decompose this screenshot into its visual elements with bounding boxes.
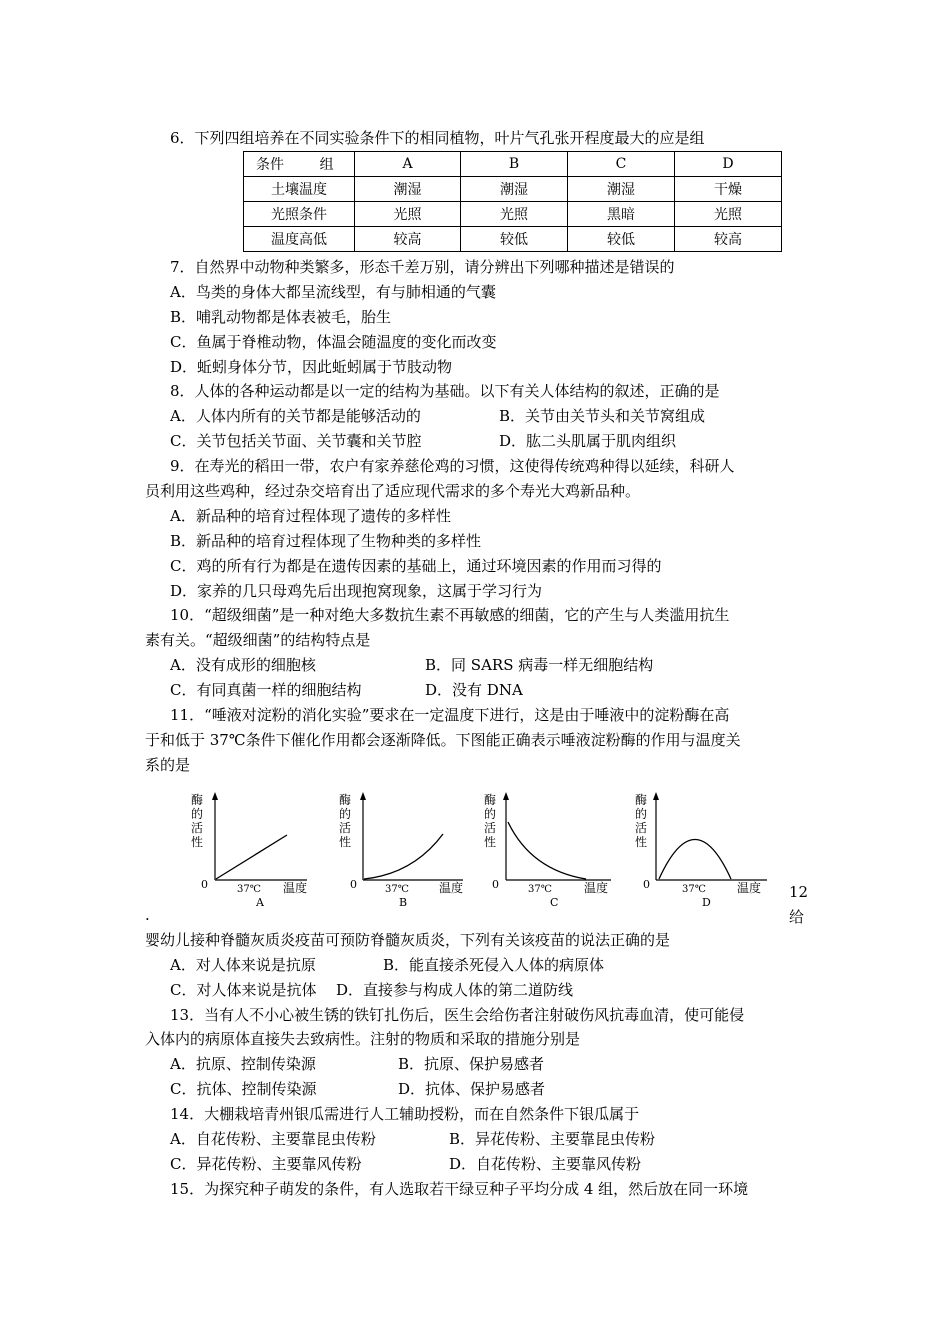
q14-option-c: C．异花传粉、主要靠风传粉 xyxy=(170,1155,362,1173)
svg-text:性: 性 xyxy=(191,835,204,849)
table-cell: 较低 xyxy=(461,227,568,252)
xlabel: 温度 xyxy=(737,881,762,895)
table-cell: 潮湿 xyxy=(568,177,675,202)
q9-stem-line2: 员利用这些鸡种，经过杂交培育出了适应现代需求的多个寿光大鸡新品种。 xyxy=(145,482,641,500)
ylabel xyxy=(191,792,203,849)
table-row xyxy=(244,177,782,202)
svg-text:酶: 酶 xyxy=(635,793,648,807)
q13-stem-line1: 13．当有人不小心被生锈的铁钉扎伤后，医生会给伤者注射破伤风抗毒血清，使可能侵 xyxy=(170,1006,745,1024)
tick-label: 37℃ xyxy=(528,884,552,895)
q10-stem-line2: 素有关。“超级细菌”的结构特点是 xyxy=(145,631,371,649)
svg-text:的: 的 xyxy=(339,807,352,821)
table-header-cell: A xyxy=(355,152,461,177)
graph-curve xyxy=(508,822,586,879)
table-cell: 潮湿 xyxy=(355,177,461,202)
graph-a xyxy=(185,790,315,910)
svg-text:性: 性 xyxy=(339,835,352,849)
origin-label: 0 xyxy=(492,878,499,891)
table-header-cell: C xyxy=(568,152,675,177)
q13-option-b: B．抗原、保护易感者 xyxy=(398,1055,545,1073)
q7-option-d: D．蚯蚓身体分节，因此蚯蚓属于节肢动物 xyxy=(170,358,453,376)
q8-option-c: C．关节包括关节面、关节囊和关节腔 xyxy=(170,432,422,450)
table-cell: 光照 xyxy=(355,202,461,227)
y-axis-arrow xyxy=(503,792,509,800)
y-axis-arrow xyxy=(653,792,659,800)
table-cell: 温度高低 xyxy=(244,227,355,252)
ylabel xyxy=(484,792,496,849)
svg-text:活: 活 xyxy=(484,821,497,835)
q10-option-a: A．没有成形的细胞核 xyxy=(170,656,316,674)
q13-option-d: D．抗体、保护易感者 xyxy=(398,1080,546,1098)
q14-stem: 14．大棚栽培青州银瓜需进行人工辅助授粉，而在自然条件下银瓜属于 xyxy=(170,1105,640,1123)
origin-label: 0 xyxy=(201,878,208,891)
graph-label: A xyxy=(256,896,264,909)
q14-option-b: B．异花传粉、主要靠昆虫传粉 xyxy=(449,1130,656,1148)
table-row xyxy=(244,227,782,252)
conditions-table xyxy=(243,151,782,252)
q7-option-c: C．鱼属于脊椎动物，体温会随温度的变化而改变 xyxy=(170,333,497,351)
graph-curve xyxy=(216,835,287,879)
svg-text:活: 活 xyxy=(191,821,204,835)
svg-text:活: 活 xyxy=(635,821,648,835)
q9-stem-line1: 9．在寿光的稻田一带，农户有家养慈伦鸡的习惯，这使得传统鸡种得以延续，科研人 xyxy=(170,457,735,475)
y-axis-arrow xyxy=(360,792,366,800)
q13-option-c: C．抗体、控制传染源 xyxy=(170,1080,317,1098)
svg-text:的: 的 xyxy=(635,807,648,821)
q9-option-c: C．鸡的所有行为都是在遗传因素的基础上，通过环境因素的作用而习得的 xyxy=(170,557,662,575)
table-cell: 较高 xyxy=(355,227,461,252)
table-cell: 土壤温度 xyxy=(244,177,355,202)
q10-option-c: C．有同真菌一样的细胞结构 xyxy=(170,681,362,699)
q12-number-dot: . xyxy=(145,906,150,924)
graph-label: B xyxy=(399,896,408,909)
table-header-cell: 条件 组 xyxy=(244,152,355,177)
q14-option-d: D．自花传粉、主要靠风传粉 xyxy=(449,1155,642,1173)
q11-stem-line1: 11．“唾液对淀粉的消化实验”要求在一定温度下进行，这是由于唾液中的淀粉酶在高 xyxy=(170,706,730,724)
table-cell: 潮湿 xyxy=(461,177,568,202)
q13-stem-line2: 入体内的病原体直接失去致病性。注射的物质和采取的措施分别是 xyxy=(145,1030,581,1048)
q8-option-d: D．肱二头肌属于肌肉组织 xyxy=(499,432,677,450)
graph-label: C xyxy=(550,896,559,909)
origin-label: 0 xyxy=(350,878,357,891)
q10-stem-line1: 10．“超级细菌”是一种对绝大多数抗生素不再敏感的细菌，它的产生与人类滥用抗生 xyxy=(170,606,730,624)
q12-option-c: C．对人体来说是抗体 xyxy=(170,981,317,999)
q12-stem-line2: 婴幼儿接种脊髓灰质炎疫苗可预防脊髓灰质炎，下列有关该疫苗的说法正确的是 xyxy=(145,931,671,949)
tick-label: 37℃ xyxy=(237,884,261,895)
table-cell: 光照 xyxy=(461,202,568,227)
graph-curve xyxy=(659,840,731,880)
origin-label: 0 xyxy=(643,878,650,891)
q7-option-b: B．哺乳动物都是体表被毛，胎生 xyxy=(170,308,392,326)
q8-option-b: B．关节由关节头和关节窝组成 xyxy=(499,407,706,425)
table-row xyxy=(244,202,782,227)
table-header-cell: D xyxy=(675,152,782,177)
q12-gei: 给 xyxy=(789,908,805,926)
q7-option-a: A．鸟类的身体大都呈流线型，有与肺相通的气囊 xyxy=(170,283,496,301)
graph-curve xyxy=(364,834,443,879)
q7-stem: 7．自然界中动物种类繁多，形态千差万别，请分辨出下列哪种描述是错误的 xyxy=(170,258,675,276)
q12-number: 12 xyxy=(789,883,809,901)
svg-text:性: 性 xyxy=(635,835,648,849)
ylabel xyxy=(635,792,647,849)
q13-option-a: A．抗原、控制传染源 xyxy=(170,1055,316,1073)
tick-label: 37℃ xyxy=(682,884,706,895)
table-cell: 干燥 xyxy=(675,177,782,202)
q12-option-b: B．能直接杀死侵入人体的病原体 xyxy=(383,956,605,974)
svg-text:酶: 酶 xyxy=(191,793,204,807)
q9-option-d: D．家养的几只母鸡先后出现抱窝现象，这属于学习行为 xyxy=(170,582,543,600)
table-row xyxy=(244,152,782,177)
q12-option-a: A．对人体来说是抗原 xyxy=(170,956,316,974)
q12-option-d: D．直接参与构成人体的第二道防线 xyxy=(336,981,574,999)
q10-option-d: D．没有 DNA xyxy=(425,681,523,699)
table-cell: 黑暗 xyxy=(568,202,675,227)
q9-option-b: B．新品种的培育过程体现了生物种类的多样性 xyxy=(170,532,482,550)
svg-text:的: 的 xyxy=(484,807,497,821)
svg-text:酶: 酶 xyxy=(339,793,352,807)
table-header-cell: B xyxy=(461,152,568,177)
graph-d xyxy=(627,790,772,910)
q6-stem: 6．下列四组培养在不同实验条件下的相同植物，叶片气孔张开程度最大的应是组 xyxy=(170,129,705,147)
svg-text:性: 性 xyxy=(484,835,497,849)
ylabel xyxy=(339,792,351,849)
table-cell: 较高 xyxy=(675,227,782,252)
graph-b xyxy=(333,790,473,910)
q9-option-a: A．新品种的培育过程体现了遗传的多样性 xyxy=(170,507,451,525)
table-cell: 光照 xyxy=(675,202,782,227)
xlabel: 温度 xyxy=(283,881,308,895)
graph-c xyxy=(476,790,621,910)
xlabel: 温度 xyxy=(439,881,464,895)
graph-label: D xyxy=(702,896,711,909)
tick-label: 37℃ xyxy=(385,884,409,895)
y-axis-arrow xyxy=(212,792,218,800)
q14-option-a: A．自花传粉、主要靠昆虫传粉 xyxy=(170,1130,376,1148)
q11-stem-line3: 系的是 xyxy=(145,756,191,774)
svg-text:酶: 酶 xyxy=(484,793,497,807)
q8-option-a: A．人体内所有的关节都是能够活动的 xyxy=(170,407,421,425)
table-cell: 较低 xyxy=(568,227,675,252)
xlabel: 温度 xyxy=(584,881,609,895)
svg-text:活: 活 xyxy=(339,821,352,835)
q11-stem-line2: 于和低于 37℃条件下催化作用都会逐渐降低。下图能正确表示唾液淀粉酶的作用与温度关 xyxy=(145,731,741,749)
q8-stem: 8．人体的各种运动都是以一定的结构为基础。以下有关人体结构的叙述，正确的是 xyxy=(170,382,720,400)
svg-text:的: 的 xyxy=(191,807,204,821)
q15-stem: 15．为探究种子萌发的条件，有人选取若干绿豆种子平均分成 4 组，然后放在同一环境 xyxy=(170,1180,749,1198)
q10-option-b: B．同 SARS 病毒一样无细胞结构 xyxy=(425,656,654,674)
table-cell: 光照条件 xyxy=(244,202,355,227)
